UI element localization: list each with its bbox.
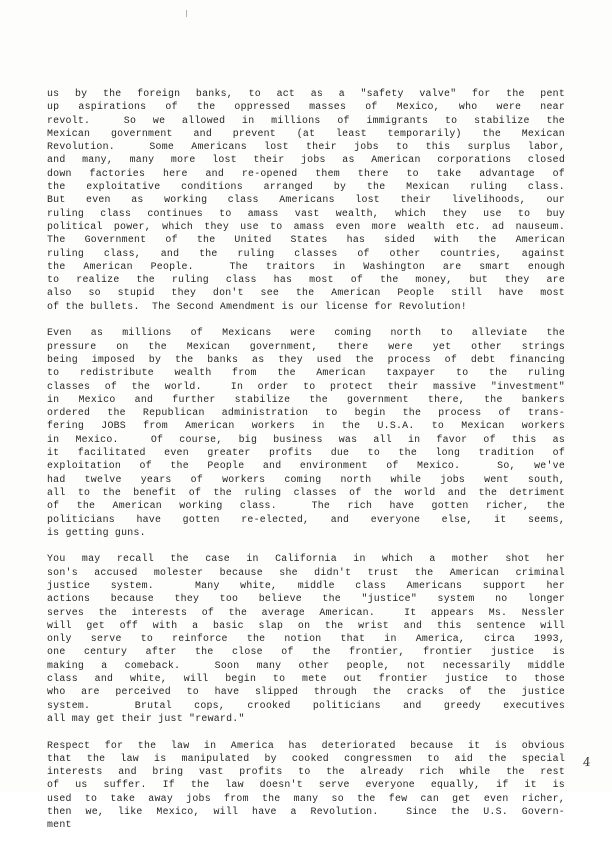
text-line: politicians have gotten re-elected, and everyone else, it seems,: [47, 513, 565, 525]
text-line: Respect for the law in America has deteriorated because it is obvious: [47, 739, 565, 751]
text-line: Mexican government and prevent (at least temporarily) the Mexican: [47, 127, 565, 139]
text-line: being imposed by the banks as they used the process of debt financing: [47, 353, 565, 365]
text-line: exploitation of the People and environment of Mexico. So, we've: [47, 460, 565, 472]
paragraph-2: [47, 326, 565, 539]
text-line: system. Brutal cops, crooked politicians and greedy executives: [47, 699, 565, 711]
text-line: fering JOBS from American workers in the U.S.A. to Mexican workers: [47, 420, 565, 432]
text-line: political power, which they use to amass even more wealth etc. ad nauseum.: [47, 220, 565, 232]
text-line: in Mexico and further stabilize the government there, the bankers: [47, 393, 565, 405]
paragraph-1: [47, 87, 565, 313]
text-line: You may recall the case in California in which a mother shot her: [47, 553, 565, 565]
text-line: used to take away jobs from the many so the few can get even richer,: [47, 792, 565, 804]
text-line: The Government of the United States has sided with the American: [47, 234, 565, 246]
text-line: of us suffer. If the law doesn't serve everyone equally, if it is: [47, 779, 565, 791]
text-line: of the American working class. The rich have gotten richer, the: [47, 500, 565, 512]
page-number: 4: [582, 754, 592, 770]
text-line: class and white, will begin to mete out frontier justice to those: [47, 673, 565, 685]
text-line: actions because they too believe the "justice" system no longer: [47, 593, 565, 605]
text-line: ruling class continues to amass vast wealth, which they use to buy: [47, 207, 565, 219]
scan-mark: [186, 10, 187, 17]
text-line: to realize the ruling class has most of the money, but they are: [47, 274, 565, 286]
text-line: it facilitated even greater profits due to the long tradition of: [47, 447, 565, 459]
text-line: classes of the world. In order to protect their massive "investment": [47, 380, 565, 392]
text-line: pressure on the Mexican government, there were yet other strings: [47, 340, 565, 352]
text-line: ment: [47, 819, 72, 831]
text-line: then we, like Mexico, will have a Revolution. Since the U.S. Govern-: [47, 806, 565, 818]
text-line: the American People. The traitors in Washington are smart enough: [47, 260, 565, 272]
text-line: to redistribute wealth from the American taxpayer to the ruling: [47, 367, 565, 379]
text-line: who are perceived to have slipped through the cracks of the justice: [47, 686, 565, 698]
text-line: interests and bring vast profits to the already rich while the rest: [47, 766, 565, 778]
text-line: all may get their just "reward.": [47, 712, 245, 724]
text-line: up aspirations of the oppressed masses of Mexico, who were near: [47, 101, 565, 113]
text-line: one century after the close of the frontier, frontier justice is: [47, 646, 565, 658]
text-line: making a comeback. Soon many other people, not necessarily middle: [47, 659, 565, 671]
text-line: will get off with a basic slap on the wrist and this sentence will: [47, 619, 565, 631]
text-line: revolt. So we allowed in millions of immigrants to stabilize the: [47, 114, 565, 126]
text-line: and many, many more lost their jobs as American corporations closed: [47, 154, 565, 166]
text-line: Even as millions of Mexicans were coming north to alleviate the: [47, 327, 565, 339]
text-line: But even as working class Americans lost their livelihoods, our: [47, 194, 565, 206]
text-line: the exploitative conditions arranged by the Mexican ruling class.: [47, 181, 565, 193]
text-line: serves the interests of the average American. It appears Ms. Nessler: [47, 606, 565, 618]
text-line: son's accused molester because she didn't trust the American criminal: [47, 566, 565, 578]
paragraph-4: [47, 739, 565, 832]
text-line: in Mexico. Of course, big business was all in favor of this as: [47, 433, 565, 445]
text-line: is getting guns.: [47, 526, 146, 538]
text-line: only serve to reinforce the notion that in America, circa 1993,: [47, 633, 565, 645]
text-line: also so stupid they don't see the American People still have most: [47, 287, 565, 299]
text-line: of the bullets. The Second Amendment is our license for Revolution!: [47, 300, 467, 312]
text-line: that the law is manipulated by cooked congressmen to aid the special: [47, 752, 565, 764]
text-line: Revolution. Some Americans lost their jobs to this surplus labor,: [47, 141, 565, 153]
text-line: ordered the Republican administration to begin the process of trans-: [47, 407, 565, 419]
text-line: justice system. Many white, middle class Americans support her: [47, 579, 565, 591]
text-line: down factories here and re-opened them there to take advantage of: [47, 167, 565, 179]
text-line: had twelve years of workers coming north while jobs went south,: [47, 473, 565, 485]
text-line: ruling class, and the ruling classes of other countries, against: [47, 247, 565, 259]
text-line: all to the benefit of the ruling classes of the world and the detriment: [47, 486, 565, 498]
text-line: us by the foreign banks, to act as a "safety valve" for the pent: [47, 88, 565, 99]
paragraph-3: [47, 552, 565, 725]
body-text: [47, 87, 565, 845]
